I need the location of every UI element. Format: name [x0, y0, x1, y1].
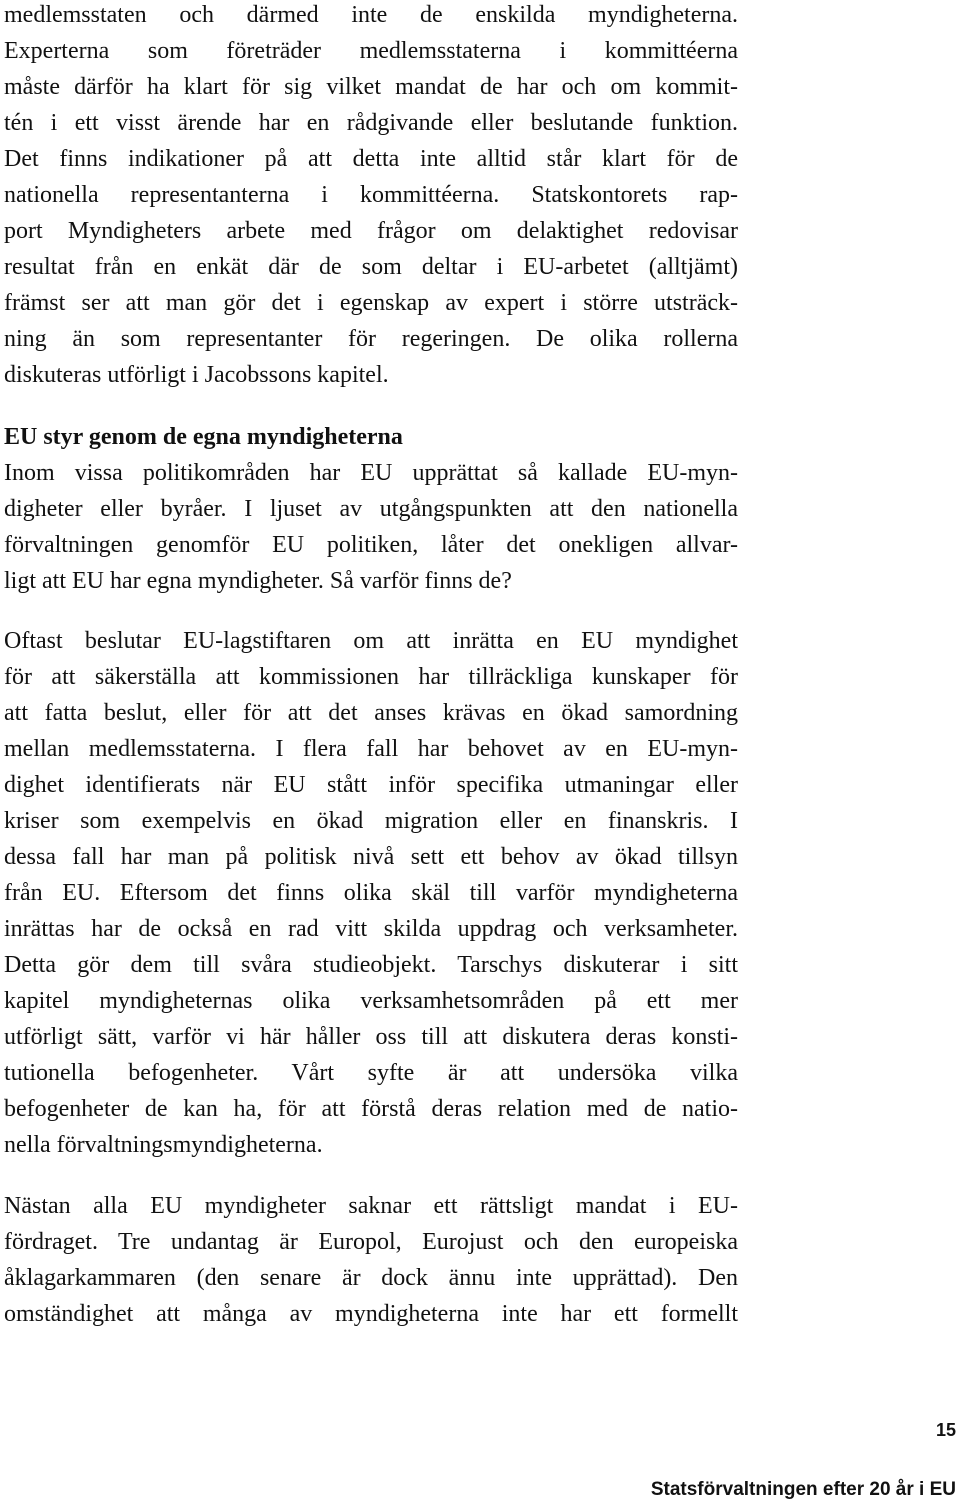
text-line: åklagarkammaren (den senare är dock ännu inte upprättad). Den [4, 1265, 738, 1291]
text-line: befogenheter de kan ha, för att förstå deras relation med de natio- [4, 1096, 738, 1122]
text-line: kriser som exempelvis en ökad migration eller en finanskris. I [4, 808, 738, 834]
text-line: port Myndigheters arbete med frågor om delaktighet redovisar [4, 218, 738, 244]
text-line: Oftast beslutar EU-lagstiftaren om att inrätta en EU myndighet [4, 628, 738, 654]
text-line: att fatta beslut, eller för att det anses krävas en ökad samordning [4, 700, 738, 726]
text-line: förvaltningen genomför EU politiken, låter det onekligen allvar- [4, 532, 738, 558]
text-line: för att säkerställa att kommissionen har tillräckliga kunskaper för [4, 664, 738, 690]
paragraph-mandate [4, 0, 738, 393]
text-line: mellan medlemsstaterna. I flera fall har behovet av en EU-myn- [4, 736, 738, 762]
text-line: dighet identifierats när EU stått inför specifika utmaningar eller [4, 772, 738, 798]
text-line: tén i ett visst ärende har en rådgivande eller beslutande funktion. [4, 110, 738, 136]
text-line: medlemsstaten och därmed inte de enskilda myndigheterna. [4, 2, 738, 28]
text-line: från EU. Eftersom det finns olika skäl till varför myndigheterna [4, 880, 738, 906]
text-line: digheter eller byråer. I ljuset av utgångspunkten att den nationella [4, 496, 738, 522]
body-text [4, 0, 738, 1332]
text-line: resultat från en enkät där de som deltar i EU-arbetet (alltjämt) [4, 254, 738, 280]
text-line: omständighet att många av myndigheterna inte har ett formellt [4, 1301, 738, 1327]
text-line: utförligt sätt, varför vi här håller oss till att diskutera deras konsti- [4, 1024, 738, 1050]
text-line: tutionella befogenheter. Vårt syfte är att undersöka vilka [4, 1060, 738, 1086]
section-eu-agencies [4, 419, 738, 599]
paragraph-agency-purpose [4, 623, 738, 1163]
section-heading: EU styr genom de egna myndigheterna [4, 424, 403, 450]
text-line: ning än som representanter för regeringen. De olika rollerna [4, 326, 738, 352]
text-line: inrättas har de också en rad vitt skilda uppdrag och verksamheter. [4, 916, 738, 942]
text-line: främst ser att man gör det i egenskap av expert i större utsträck- [4, 290, 738, 316]
text-line: fördraget. Tre undantag är Europol, Eurojust och den europeiska [4, 1229, 738, 1255]
text-line: dessa fall har man på politisk nivå sett ett behov av ökad tillsyn [4, 844, 738, 870]
running-footer: Statsförvaltningen efter 20 år i EU [650, 1479, 956, 1500]
text-line: Nästan alla EU myndigheter saknar ett rättsligt mandat i EU- [4, 1193, 738, 1219]
paragraph-legal-mandate [4, 1188, 738, 1332]
text-line: Inom vissa politikområden har EU upprättat så kallade EU-myn- [4, 460, 738, 486]
text-line: nationella representanterna i kommittéerna. Statskontorets rap- [4, 182, 738, 208]
text-line: måste därför ha klart för sig vilket mandat de har och om kommit- [4, 74, 738, 100]
text-line: Det finns indikationer på att detta inte alltid står klart för de [4, 146, 738, 172]
page-number: 15 [935, 1420, 956, 1440]
text-line: ligt att EU har egna myndigheter. Så varför finns de? [4, 568, 512, 594]
text-line: nella förvaltningsmyndigheterna. [4, 1132, 323, 1158]
text-line: Detta gör dem till svåra studieobjekt. Tarschys diskuterar i sitt [4, 952, 738, 978]
text-line: diskuteras utförligt i Jacobssons kapitel. [4, 362, 389, 388]
text-line: kapitel myndigheternas olika verksamhetsområden på ett mer [4, 988, 738, 1014]
text-line: Experterna som företräder medlemsstaterna i kommittéerna [4, 38, 738, 64]
